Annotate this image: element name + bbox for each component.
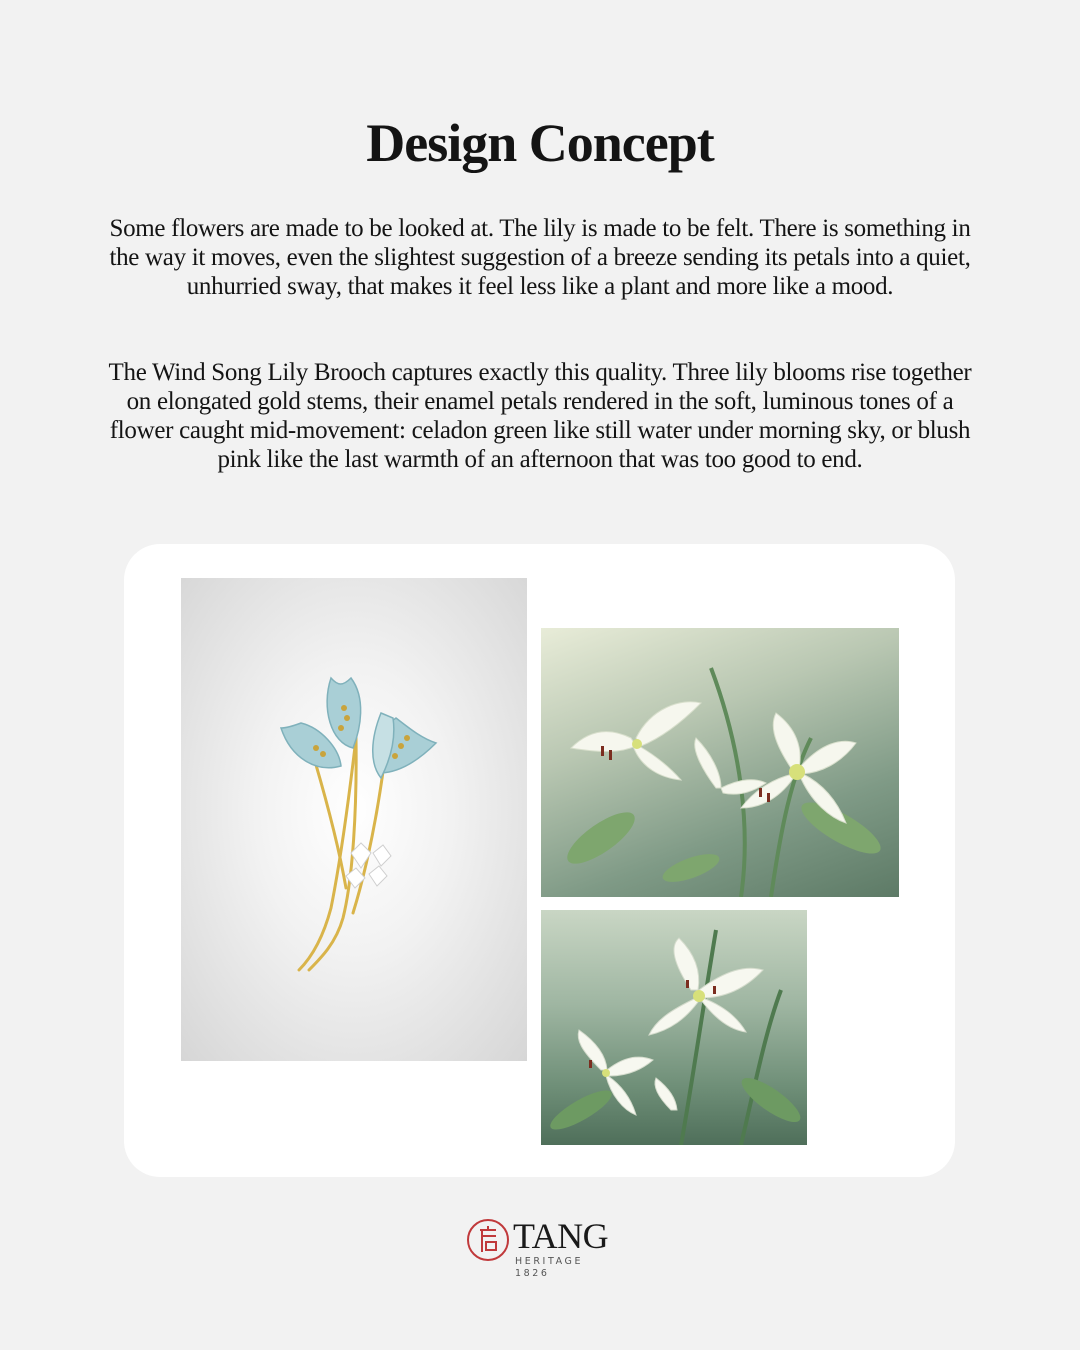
brand-tagline: HERITAGE 1826 xyxy=(515,1256,584,1279)
brand-name: TANG xyxy=(513,1216,609,1256)
page-title: Design Concept xyxy=(366,113,714,173)
brand-logo xyxy=(466,1216,616,1279)
lily-painting-illustration-1 xyxy=(541,628,899,897)
brooch-illustration xyxy=(181,578,527,1061)
intro-paragraph: Some flowers are made to be looked at. The lily is made to be felt. There is something in the way it moves, even the slightest suggestion of a breeze sending its petals into a quiet, unhurried sway, that makes it feel less like a plant and more like a mood. xyxy=(109,215,971,300)
lily-painting-illustration-2 xyxy=(541,910,807,1145)
tang-seal-icon xyxy=(466,1218,510,1262)
lily-painting-image-1 xyxy=(541,628,899,897)
image-gallery-card xyxy=(124,544,955,1177)
brooch-product-image xyxy=(181,578,527,1061)
lily-painting-image-2 xyxy=(541,910,807,1145)
description-paragraph: The Wind Song Lily Brooch captures exactly this quality. Three lily blooms rise together on elongated gold stems, their enamel petals rendered in the soft, luminous tones of a flower caught mid-movement: celadon green like still water under morning sky, or blush pink like the last warmth of an afternoon that was too good to end. xyxy=(108,359,972,473)
